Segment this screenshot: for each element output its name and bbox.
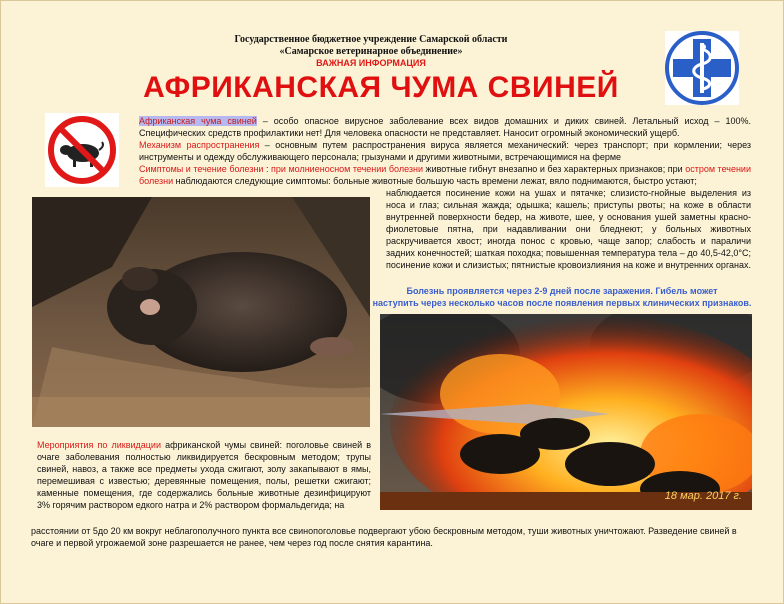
symptoms-term: Симптомы и течение болезни [139,164,264,174]
measures-text: африканской чумы свиней: поголовье свиней в очаге заболевания полностью ликвидируется бескровным методом; трупы свиней, навоз, а также все предметы ухода сжигают, золу закапывают в ямы, перемешивая с известью; деревянные помещения, полы, решетки сжигают; каменные помещения, где содержались больные животные дезинфицируют 3% горячим раствором едкого натра и 2% раствором формальдегида; на [37,440,371,510]
mechanism-term: Механизм распространения [139,140,260,150]
photo-date-stamp: 18 мар. 2017 г. [664,490,742,502]
symptoms-sep: : [263,164,272,174]
mechanism-text: – основным путем распространения вируса является механический: через транспорт; при кормлении; через инструменты и одежду обслуживающего персонала; грызунами и другими животными, встречающимися на ферме [139,140,752,162]
mechanism-paragraph [139,139,751,163]
medical-cross-logo-icon [665,31,739,105]
no-pigs-sign-icon [45,113,119,187]
symptoms-paragraph [139,163,751,187]
intro-term: Африканская чума свиней [139,116,257,126]
warning-line-2: наступить через несколько часов после появления первых клинических признаков. [372,298,752,308]
symptoms-text-b: животные гибнут внезапно и без характерных признаков; при [423,164,686,174]
symptoms-text-c: остром течении болезни [139,164,751,186]
intro-text: – особо опасное вирусное заболевание всех видов домашних и диких свиней. Летальный исход – 100%. Специфических средств профилактики нет! Для человека опасности не представляет. Наносит огромный экономический ущерб. [139,116,751,138]
symptoms-text-d: наблюдаются следующие симптомы: больные животные большую часть времени лежат, вяло поднимаются, быстро устают; [173,176,697,186]
page-title: АФРИКАНСКАЯ ЧУМА СВИНЕЙ [143,71,619,104]
sick-pig-photo [32,197,370,427]
notice-label: ВАЖНАЯ ИНФОРМАЦИЯ [316,58,426,68]
symptoms-continued: наблюдается посинение кожи на ушах и пятачке; слизисто-гнойные выделения из носа и глаз; сильная жажда; одышка; кашель; приступы рвоты; на коже в области внутренней поверхности бедер, на животе, шее, у основания ушей заметны красно-фиолетовые пятна, при надавливании они бледнеют; у больных животных раскручивается хвост; иногда понос с кровью, чаще запор; слабость и параличи задних конечностей; шаткая походка; повышенная температура тела – до 40,5-42,0°С; посинение кожи и слизистых; пятнистые кровоизлияния на коже и внутренних органах. [386,188,752,270]
intro-paragraph [139,115,751,139]
org-line-1: Государственное бюджетное учреждение Самарской области [234,34,508,45]
warning-line-1: Болезнь проявляется через 2-9 дней после заражения. Гибель может [406,286,718,296]
measures-footer: расстоянии от 5до 20 км вокруг неблагополучного пункта все свинопоголовье подвергают убою бескровным методом, туши животных уничтожают. Разведение свиней в очаге и первой угрожаемой зоне разрешается не ранее, чем через год после снятия карантина. [31,526,737,548]
symptoms-text-a: при молниеносном течении болезни [271,164,424,174]
measures-paragraph [37,439,371,511]
burning-carcasses-photo [380,314,752,510]
org-line-2: «Самарское ветеринарное объединение» [279,46,463,57]
measures-term: Мероприятия по ликвидации [37,440,161,450]
